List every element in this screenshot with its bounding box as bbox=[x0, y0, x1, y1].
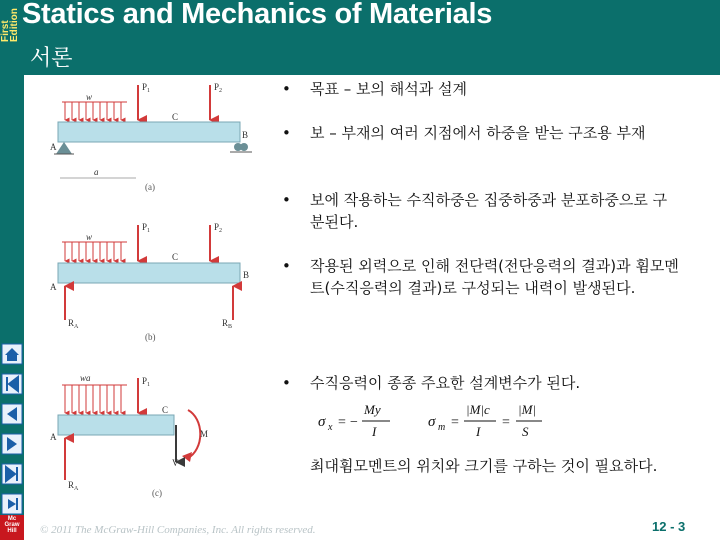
figure-b bbox=[50, 222, 249, 342]
sigma-m-equals-2: = bbox=[502, 415, 510, 430]
fig-b-ra-sub: A bbox=[74, 324, 79, 330]
sigma-x-subscript: x bbox=[328, 422, 333, 433]
last-slide-icon[interactable] bbox=[1, 463, 23, 485]
sigma-m-numerator: |M|c bbox=[466, 402, 490, 417]
sigma-x-numerator: My bbox=[364, 402, 381, 417]
bullet-item bbox=[282, 372, 702, 394]
sigma-x-denominator: I bbox=[372, 424, 377, 439]
fig-c-m-label: M bbox=[200, 429, 209, 439]
fig-a-caption: (a) bbox=[145, 182, 155, 192]
fig-c-a-label: A bbox=[50, 432, 57, 442]
fig-b-a-label: A bbox=[50, 282, 57, 292]
sigma-m-denominator-2: S bbox=[522, 424, 529, 439]
bullet-item bbox=[282, 255, 702, 299]
fig-a-dim-label: a bbox=[94, 167, 99, 177]
fig-a-p1-sub: 1 bbox=[147, 88, 151, 94]
fig-b-p2-sub: 2 bbox=[219, 228, 223, 234]
svg-text:RA bbox=[68, 480, 79, 492]
sigma-m-denominator: I bbox=[476, 424, 481, 439]
design-note: 최대휨모멘트의 위치와 크기를 구하는 것이 필요하다. bbox=[310, 457, 658, 475]
bullet-item bbox=[282, 78, 702, 100]
fig-b-p1-sub: 1 bbox=[147, 228, 151, 234]
fig-b-caption: (b) bbox=[145, 332, 156, 342]
end-show-icon[interactable] bbox=[1, 493, 23, 515]
svg-text:P1 bbox=[142, 376, 150, 388]
svg-text:RB bbox=[222, 318, 232, 330]
sigma-x-equals: = bbox=[338, 415, 346, 430]
sigma-x-minus: − bbox=[350, 415, 358, 430]
slide-subtitle: 서론 bbox=[30, 46, 73, 71]
sigma-x-symbol: σ bbox=[318, 414, 326, 430]
fig-b-w-label: w bbox=[86, 232, 93, 242]
bullet-text: 보 – 부재의 여러 지점에서 하중을 받는 구조용 부재 bbox=[310, 124, 646, 142]
publisher-logo: Mc Graw Hill bbox=[0, 515, 24, 540]
sigma-m-symbol: σ bbox=[428, 414, 436, 430]
svg-text:RA bbox=[68, 318, 79, 330]
bullet-marker: • bbox=[282, 124, 291, 142]
fig-c-v-label: V bbox=[172, 458, 179, 468]
title-bar bbox=[0, 0, 720, 75]
fig-b-b-label: B bbox=[243, 270, 250, 280]
bullet-item bbox=[282, 189, 702, 233]
svg-text:P2 bbox=[214, 222, 222, 234]
home-icon[interactable] bbox=[1, 343, 23, 365]
fig-c-c-label: C bbox=[162, 405, 169, 415]
bullet-text: 목표 – 보의 해석과 설계 bbox=[310, 80, 467, 98]
previous-slide-icon[interactable] bbox=[1, 403, 23, 425]
fig-a-p1-label: P bbox=[142, 82, 148, 92]
next-slide-icon[interactable] bbox=[1, 433, 23, 455]
course-title: Statics and Mechanics of Materials bbox=[22, 0, 493, 30]
beam-figure bbox=[30, 80, 275, 500]
svg-text:P1 bbox=[142, 222, 150, 234]
edition-line2: Edition bbox=[9, 8, 20, 42]
svg-text:P1 bbox=[142, 82, 150, 94]
fig-a-a-label: A bbox=[50, 142, 57, 152]
bullet-marker: • bbox=[282, 257, 291, 275]
edition-line1: First bbox=[0, 20, 11, 42]
fig-c-ra-label: R bbox=[68, 480, 75, 490]
bullet-item bbox=[282, 122, 702, 144]
figure-a bbox=[50, 82, 252, 192]
fig-c-ra-sub: A bbox=[74, 486, 79, 492]
sigma-m-subscript: m bbox=[438, 422, 446, 433]
fig-b-p1-label: P bbox=[142, 222, 148, 232]
fig-c-caption: (c) bbox=[152, 488, 162, 498]
sigma-m-equals: = bbox=[451, 415, 459, 430]
sigma-m-numerator-2: |M| bbox=[518, 402, 536, 417]
fig-c-p1-label: P bbox=[142, 376, 148, 386]
bullet-marker: • bbox=[282, 374, 291, 392]
bullet-text: 보에 작용하는 수직하중은 집중하중과 분포하중으로 구분된다. bbox=[310, 191, 668, 231]
edition-label bbox=[0, 0, 18, 42]
fig-a-p2-sub: 2 bbox=[219, 88, 223, 94]
fig-b-c-label: C bbox=[172, 252, 179, 262]
copyright-notice: © 2011 The McGraw-Hill Companies, Inc. All rights reserved. bbox=[40, 524, 316, 536]
fig-b-p2-label: P bbox=[214, 222, 220, 232]
fig-b-ra-label: R bbox=[68, 318, 75, 328]
fig-b-rb-sub: B bbox=[228, 324, 233, 330]
bullet-marker: • bbox=[282, 191, 291, 209]
fig-c-w-label: wa bbox=[80, 373, 91, 383]
first-slide-icon[interactable] bbox=[1, 373, 23, 395]
fig-b-rb-label: R bbox=[222, 318, 229, 328]
bullet-marker: • bbox=[282, 80, 291, 98]
fig-a-p2-label: P bbox=[214, 82, 220, 92]
stress-formula bbox=[316, 398, 556, 444]
fig-a-w-label: w bbox=[86, 92, 93, 102]
figure-c bbox=[50, 373, 208, 498]
svg-text:P2 bbox=[214, 82, 222, 94]
nav-sidebar bbox=[0, 75, 24, 540]
bullet-text: 작용된 외력으로 인해 전단력(전단응력의 결과)과 휨모멘트(수직응력의 결과)로 구성되는 내력이 발생된다. bbox=[310, 257, 679, 297]
bullet-text: 수직응력이 종종 주요한 설계변수가 된다. bbox=[310, 374, 581, 392]
fig-a-c-label: C bbox=[172, 112, 179, 122]
page-number: 12 - 3 bbox=[652, 519, 686, 534]
fig-a-b-label: B bbox=[242, 130, 249, 140]
fig-c-p1-sub: 1 bbox=[147, 382, 151, 388]
